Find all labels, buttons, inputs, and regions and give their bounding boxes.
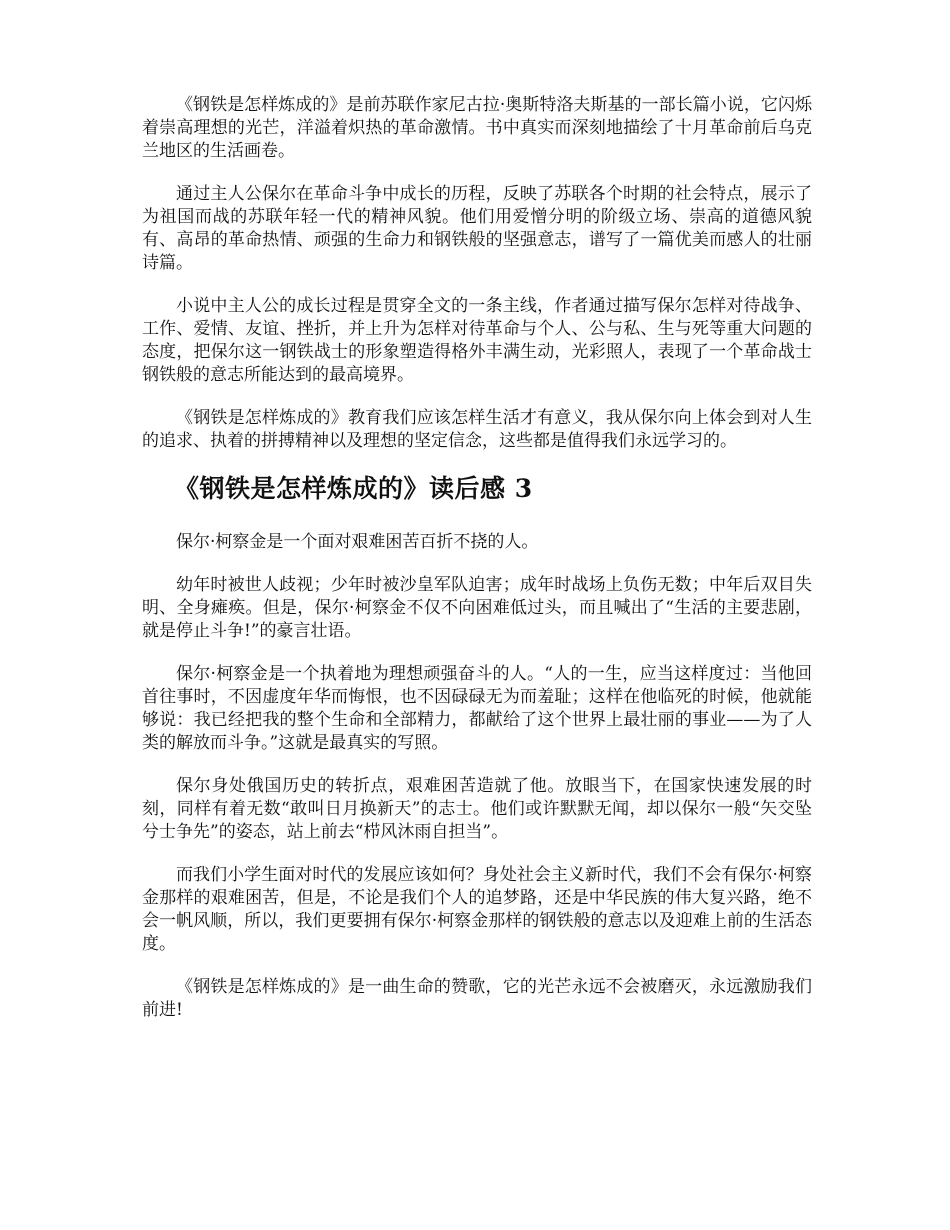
paragraph: 而我们小学生面对时代的发展应该如何？身处社会主义新时代，我们不会有保尔·柯察金那样的艰难困苦，但是，不论是我们个人的追梦路，还是中华民族的伟大复兴路，绝不会一帆风顺，所以，我们更要拥有保尔·柯察金那样的钢铁般的意志以及迎难上前的生活态度。 <box>142 865 812 954</box>
section-heading: 《钢铁是怎样炼成的》读后感 3 <box>174 474 533 503</box>
paragraph: 通过主人公保尔在革命斗争中成长的历程，反映了苏联各个时期的社会特点，展示了为祖国而战的苏联年轻一代的精神风貌。他们用爱憎分明的阶级立场、崇高的道德风貌有、高昂的革命热情、顽强的生命力和钢铁般的坚强意志，谱写了一篇优美而感人的壮丽诗篇。 <box>142 184 812 273</box>
paragraph: 保尔·柯察金是一个面对艰难困苦百折不挠的人。 <box>176 532 539 552</box>
paragraph: 《钢铁是怎样炼成的》是一曲生命的赞歌，它的光芒永远不会被磨灭，永远激励我们前进! <box>142 977 812 1020</box>
paragraph: 幼年时被世人歧视；少年时被沙皇军队迫害；成年时战场上负伤无数；中年后双目失明、全身瘫痪。但是，保尔·柯察金不仅不向困难低过头，而且喊出了“生活的主要悲剧，就是停止斗争!”的豪言壮语。 <box>142 575 812 641</box>
document-page <box>142 94 812 1042</box>
paragraph: 保尔身处俄国历史的转折点，艰难困苦造就了他。放眼当下，在国家快速发展的时刻，同样有着无数“敢叫日月换新天”的志士。他们或许默默无闻，却以保尔一般“矢交坠兮士争先”的姿态，站上前去“栉风沐雨自担当”。 <box>142 776 812 842</box>
paragraph: 《钢铁是怎样炼成的》教育我们应该怎样生活才有意义，我从保尔向上体会到对人生的追求、执着的拼搏精神以及理想的坚定信念，这些都是值得我们永远学习的。 <box>142 408 812 451</box>
paragraph: 《钢铁是怎样炼成的》是前苏联作家尼古拉·奥斯特洛夫斯基的一部长篇小说，它闪烁着崇高理想的光芒，洋溢着炽热的革命激情。书中真实而深刻地描绘了十月革命前后乌克兰地区的生活画卷。 <box>142 95 812 161</box>
paragraph: 保尔·柯察金是一个执着地为理想顽强奋斗的人。“人的一生，应当这样度过：当他回首往事时，不因虚度年华而悔恨，也不因碌碌无为而羞耻；这样在他临死的时候，他就能够说：我已经把我的整个生命和全部精力，都献给了这个世界上最壮丽的事业——为了人类的解放而斗争。”这就是最真实的写照。 <box>142 664 812 753</box>
paragraph: 小说中主人公的成长过程是贯穿全文的一条主线，作者通过描写保尔怎样对待战争、工作、爱情、友谊、挫折，并上升为怎样对待革命与个人、公与私、生与死等重大问题的态度，把保尔这一钢铁战士的形象塑造得格外丰满生动，光彩照人，表现了一个革命战士钢铁般的意志所能达到的最高境界。 <box>142 296 812 385</box>
